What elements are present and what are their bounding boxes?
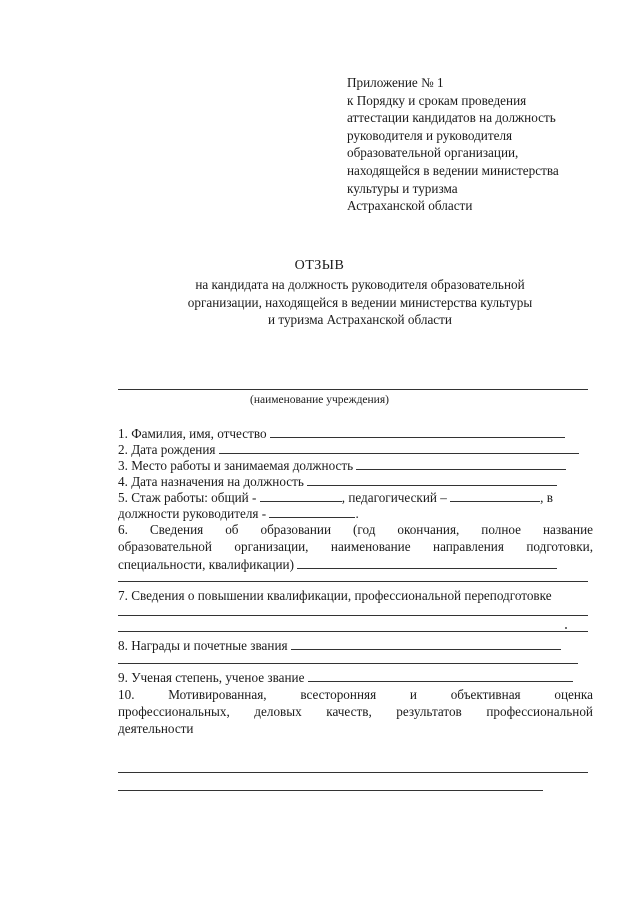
field-label: 5. Стаж работы: общий -: [118, 490, 257, 505]
field-academic-degree: [118, 669, 573, 686]
appendix-line: к Порядку и срокам проведения: [347, 92, 527, 108]
education-extra-line: [118, 581, 588, 582]
appendix-line: образовательной организации,: [347, 145, 519, 161]
field-label: 1. Фамилия, имя, отчество: [118, 426, 267, 441]
appendix-line: находящейся в ведении министерства: [347, 162, 559, 178]
field-education-line-1: 6. Сведения об образовании (год окончания, полное название: [118, 522, 593, 537]
field-label: , в: [540, 490, 553, 505]
field-workplace: [118, 457, 566, 474]
field-label: специальности, квалификации): [118, 557, 294, 572]
appointment-date-blank: [307, 473, 557, 486]
field-label: должности руководителя -: [118, 506, 267, 521]
document-subtitle: [150, 276, 570, 329]
subtitle-line: и туризма Астраханской области: [268, 312, 452, 327]
assessment-line-2: [118, 790, 543, 791]
appendix-line: руководителя и руководителя: [347, 127, 513, 143]
appendix-line: Астраханской области: [347, 198, 473, 214]
field-label: 3. Место работы и занимаемая должность: [118, 458, 354, 473]
institution-caption: (наименование учреждения): [250, 394, 389, 406]
awards-line-2: [118, 663, 578, 664]
field-label: 2. Дата рождения: [118, 442, 216, 457]
academic-degree-blank: [308, 669, 573, 682]
appendix-note: [347, 74, 559, 215]
document-title: ОТЗЫВ: [294, 258, 345, 273]
experience-total-blank: [260, 489, 342, 502]
birth-date-blank: [219, 441, 579, 454]
experience-management-blank: [269, 505, 355, 518]
field-assessment-line-3: деятельности: [118, 721, 194, 736]
appendix-line: Приложение № 1: [347, 75, 444, 90]
subtitle-line: на кандидата на должность руководителя образовательной: [195, 277, 525, 292]
field-birth-date: [118, 441, 579, 458]
assessment-line-1: [118, 772, 588, 773]
field-label: 8. Награды и почетные звания: [118, 638, 288, 653]
field-education-line-3: [118, 556, 557, 573]
field-full-name: [118, 425, 565, 442]
workplace-blank: [356, 457, 566, 470]
scan-dot: [565, 627, 567, 629]
qualification-line-2: [118, 631, 588, 632]
field-experience: [118, 489, 553, 506]
full-name-blank: [270, 425, 565, 438]
field-assessment-line-2: профессиональных, деловых качеств, результатов профессиональной: [118, 704, 593, 719]
experience-teaching-blank: [450, 489, 540, 502]
field-awards: [118, 637, 561, 654]
appendix-line: культуры и туризма: [347, 180, 458, 196]
field-label: , педагогический –: [341, 490, 447, 505]
subtitle-line: организации, находящейся в ведении министерства культуры: [187, 294, 533, 310]
field-label: 9. Ученая степень, ученое звание: [118, 670, 305, 685]
institution-name-line: [118, 389, 588, 390]
field-assessment-line-1: 10. Мотивированная, всесторонняя и объективная оценка: [118, 687, 593, 702]
field-qualification: 7. Сведения о повышении квалификации, профессиональной переподготовке: [118, 588, 552, 603]
appendix-line: аттестации кандидатов на должность: [347, 110, 556, 126]
education-blank: [297, 556, 557, 569]
field-education-line-2: образовательной организации, наименование направления подготовки,: [118, 539, 593, 554]
qualification-line-1: [118, 615, 588, 616]
field-appointment-date: [118, 473, 557, 490]
awards-blank: [291, 637, 561, 650]
field-experience-management: должности руководителя - .: [118, 506, 359, 521]
field-label: 4. Дата назначения на должность: [118, 474, 304, 489]
